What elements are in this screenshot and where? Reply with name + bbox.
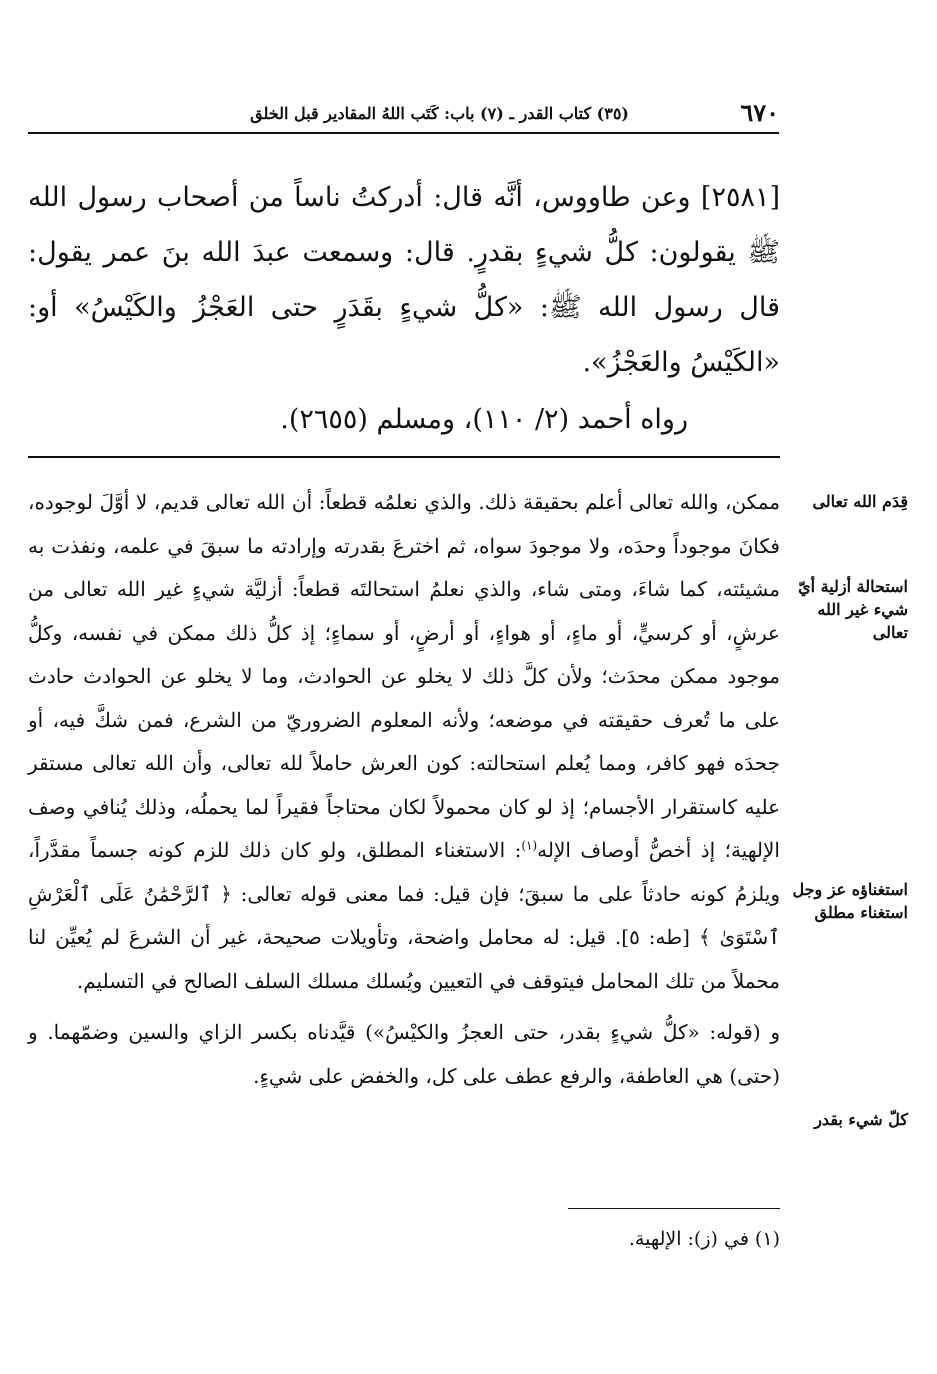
- footnote-divider: [568, 1208, 780, 1209]
- side-note-impossibility: استحالة أزلية أيّ شيء غير الله تعالى: [798, 577, 908, 642]
- hadith-narration: رواه أحمد (٢/ ١١٠)، ومسلم (٢٦٥٥).: [280, 404, 688, 435]
- footnote-reference: (١): [521, 838, 538, 853]
- commentary-text-part2: : الاستغناء المطلق، ولو كان ذلك للزم كونه جسماً مقدَّراً، ويلزمُ كونه حادثاً على ما سبقَ؛ فإن قيل: فما معنى قوله تعالى: ﴿ ٱلرَّحْمَٰنُ عَلَى ٱلْعَرْشِ ٱسْتَوَىٰ ﴾ [طه: ٥]. قيل: له محامل واضحة، وتأويلات صحيحة، غير أن الشرعَ لم يُعيِّن لنا محملاً من تلك المحامل فيتوقف في التعيين ويُسلك مسلك السلف الصالح في التسليم.: [28, 838, 780, 993]
- side-note-everything-by-decree: كلّ شيء بقدر: [814, 1110, 908, 1129]
- commentary-paragraph: [28, 481, 780, 1003]
- commentary-text-part1: ممكن، والله تعالى أعلم بحقيقة ذلك. والذي نعلمُه قطعاً: أن الله تعالى قديم، لا أوَّلَ لوجوده، فكانَ موجوداً وحدَه، ولا موجودَ سواه، ثم اخترعَ بقدرته وإرادته ما سبقَ في علمه، ونفذت به مشيئته، كما شاءَ، ومتى شاء، والذي نعلمُ استحالتَه قطعاً: أزليَّة شيءٍ غير الله تعالى من عرشٍ، أو كرسيٍّ، أو ماءٍ، أو هواءٍ، أو أرضٍ، أو سماءٍ؛ إذ كلُّ ذلك ممكن في نفسه، وكلُّ موجود ممكن محدَث؛ ولأن كلَّ ذلك لا يخلو عن الحوادث، وما لا يخلو عن الحوادث حادث على ما تُعرف حقيقته في موضعه؛ ولأنه المعلوم الضروريّ من الشرع، فمن شكَّ فيه، أو جحدَه فهو كافر، ومما يُعلم استحالته: كون العرش حاملاً لله تعالى، وأن الله تعالى مستقر عليه كاستقرار الأجسام؛ إذ لو كان محمولاً لكان محتاجاً فقيراً لما يحملُه، وذلك يُنافي وصف الإلهية؛ إذ أخصُّ أوصاف الإله: [28, 490, 780, 862]
- section-divider: [28, 456, 780, 458]
- side-note-eternity: قِدَم الله تعالى: [812, 492, 908, 511]
- running-title: (٣٥) كتاب القدر ـ (٧) باب: كَتَب اللهُ المقادير قبل الخلق: [250, 104, 629, 123]
- commentary-paragraph-2: و (قوله: «كلُّ شيءٍ بقدر، حتى العجزُ والكيْسُ») قيَّدناه بكسر الزاي والسين وضمّهما. و (حتى) هي العاطفة، والرفع عطف على كل، والخفض على شيءٍ.: [28, 1020, 780, 1088]
- hadith-text: [٢٥٨١] وعن طاووس، أنَّه قال: أدركتُ ناساً من أصحاب رسول الله ﷺ يقولون: كلُّ شيءٍ بقدرٍ. قال: وسمعت عبدَ الله بنَ عمر يقول: قال رسول الله ﷺ: «كلُّ شيءٍ بقَدَرٍ حتى العَجْزُ والكَيْسُ» أو: «الكَيْسُ والعَجْزُ».: [28, 182, 780, 378]
- commentary-block: [28, 481, 780, 1098]
- page-number: ٦٧٠: [740, 98, 779, 127]
- hadith-block: [28, 170, 780, 447]
- page-header: [28, 96, 779, 134]
- side-note-self-sufficiency: استغناؤه عز وجل استغناء مطلق: [792, 880, 908, 922]
- footnote: (١) في (ز): الإلهية.: [628, 1228, 780, 1250]
